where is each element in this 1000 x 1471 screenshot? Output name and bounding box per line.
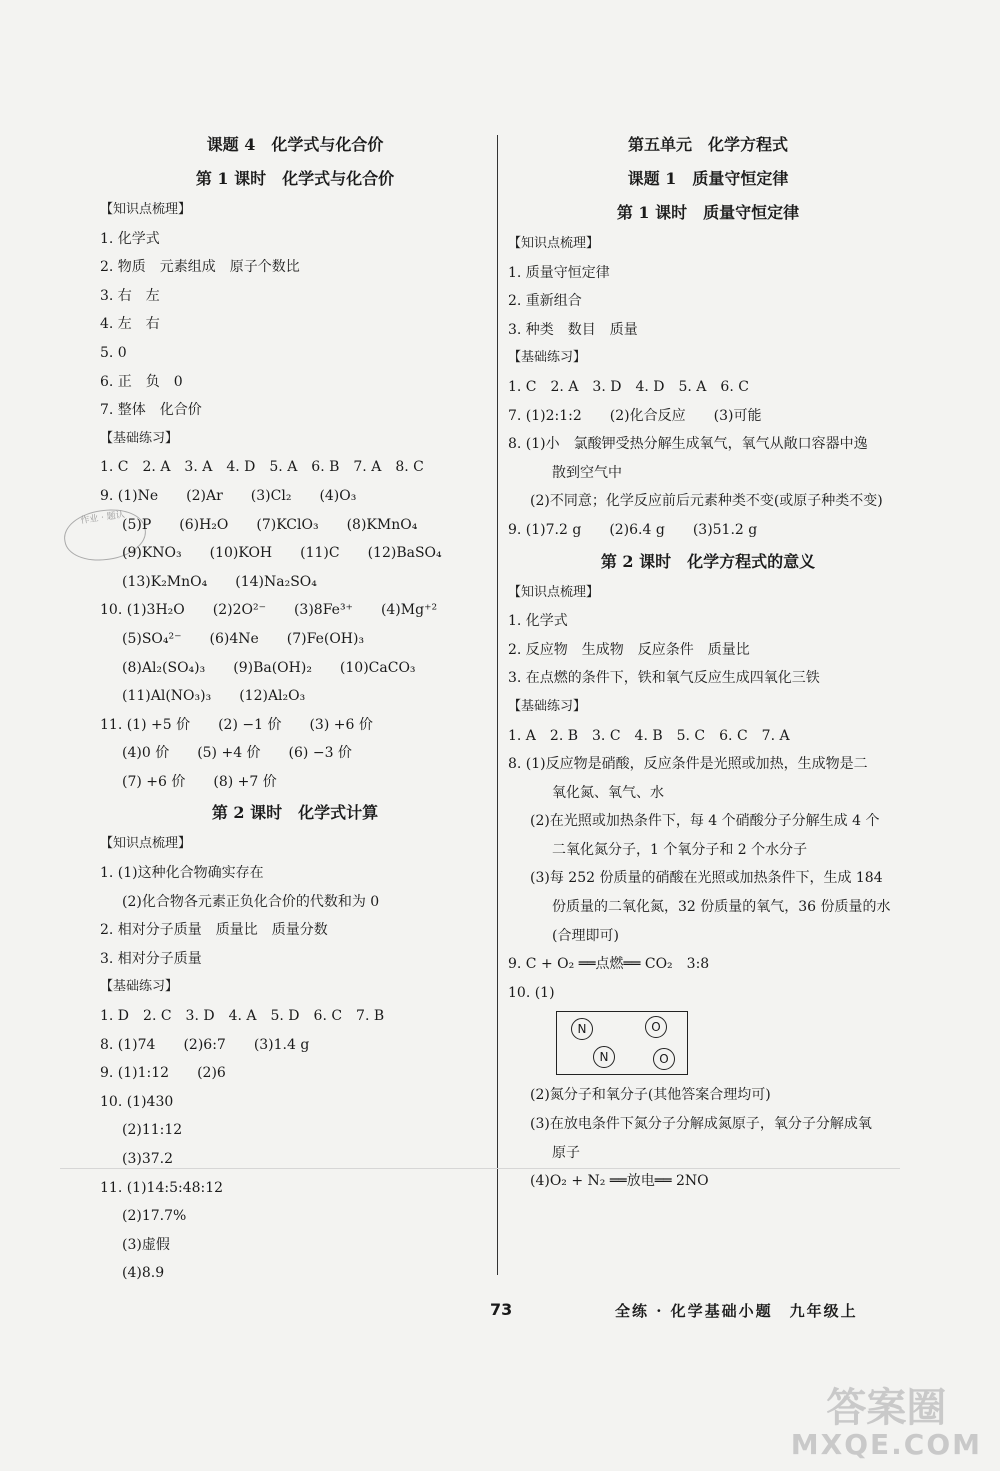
molecule-diagram: [556, 1011, 688, 1075]
lesson-title: 课题 1 质量守恒定律: [627, 169, 789, 188]
line: (5)P (6)H₂O (7)KClO₃ (8)KMnO₄: [122, 516, 418, 533]
line: (7) +6 价 (8) +7 价: [122, 773, 277, 790]
line: 二氧化氮分子，1 个氧分子和 2 个水分子: [552, 841, 808, 858]
line: 原子: [552, 1144, 580, 1161]
line: (4)8.9: [122, 1265, 165, 1282]
line: (3)37.2: [122, 1151, 174, 1167]
line: (3)虚假: [122, 1236, 170, 1253]
line: 11. (1)14:5:48:12: [100, 1179, 224, 1196]
line: 氧化氮、氧气、水: [552, 784, 664, 801]
line: (2)氮分子和氧分子(其他答案合理均可): [530, 1087, 771, 1104]
line: (4)O₂ + N₂ ══放电══ 2NO: [530, 1173, 709, 1190]
line: (8)Al₂(SO₄)₃ (9)Ba(OH)₂ (10)CaCO₃: [122, 659, 416, 676]
right-column: [508, 128, 908, 1196]
line: 3. 种类 数目 质量: [508, 321, 638, 338]
line: 【知识点梳理】: [508, 236, 600, 251]
line: 1. 质量守恒定律: [508, 264, 610, 281]
line: 8. (1)小 氯酸钾受热分解生成氧气，氧气从敞口容器中逸: [508, 436, 868, 453]
line: 9. C + O₂ ══点燃══ CO₂ 3:8: [508, 956, 710, 973]
line: (11)Al(NO₃)₃ (12)Al₂O₃: [122, 688, 306, 705]
line: 8. (1)反应物是硝酸，反应条件是光照或加热，生成物是二: [508, 756, 868, 773]
period-title: 第 2 课时 化学式计算: [211, 803, 379, 823]
line: 【知识点梳理】: [100, 202, 192, 217]
line: 1. A 2. B 3. C 4. B 5. C 6. C 7. A: [508, 727, 790, 744]
line: 【基础练习】: [100, 979, 179, 995]
line: (13)K₂MnO₄ (14)Na₂SO₄: [122, 573, 317, 590]
line: 2. 反应物 生成物 反应条件 质量比: [508, 641, 750, 658]
lesson-title: 课题 4 化学式与化合价: [206, 135, 384, 154]
line: 1. D 2. C 3. D 4. A 5. D 6. C 7. B: [100, 1008, 385, 1025]
line: 3. 在点燃的条件下，铁和氧气反应生成四氧化三铁: [508, 670, 820, 687]
line: (2)11:12: [122, 1122, 183, 1139]
line: 10. (1)430: [100, 1093, 174, 1110]
line: 1. 化学式: [100, 230, 160, 247]
line: 1. 化学式: [508, 613, 568, 630]
line: 8. (1)74 (2)6:7 (3)1.4 g: [100, 1036, 310, 1053]
line: (5)SO₄²⁻ (6)4Ne (7)Fe(OH)₃: [122, 630, 365, 647]
line: 【知识点梳理】: [100, 836, 192, 852]
line: 9. (1)7.2 g (2)6.4 g (3)51.2 g: [508, 521, 758, 538]
atom-n: N: [593, 1046, 615, 1068]
period-title: 第 1 课时 化学式与化合价: [195, 169, 395, 188]
line: 10. (1): [508, 984, 555, 1001]
watermark-main: 答案圈: [826, 1385, 947, 1432]
watermark-url: MXQE.COM: [790, 1428, 982, 1462]
line: (2)17.7%: [122, 1208, 187, 1225]
page-number: 73: [490, 1300, 513, 1319]
line: (4)0 价 (5) +4 价 (6) −3 价: [122, 745, 352, 762]
line: (合理即可): [552, 927, 619, 944]
stamp: 作业 · 题认: [61, 505, 149, 566]
line: 2. 物质 元素组成 原子个数比: [100, 259, 300, 276]
line: (3)在放电条件下氮分子分解成氮原子，氧分子分解成氧: [530, 1116, 872, 1133]
period-title: 第 1 课时 质量守恒定律: [616, 203, 800, 222]
atom-n: N: [571, 1018, 593, 1040]
line: 【知识点梳理】: [508, 584, 600, 600]
line: 份质量的二氧化氮，32 份质量的氧气，36 份质量的水: [552, 899, 891, 916]
period-title: 第 2 课时 化学方程式的意义: [600, 551, 816, 571]
line: (9)KNO₃ (10)KOH (11)C (12)BaSO₄: [122, 545, 442, 562]
line: 【基础练习】: [508, 350, 587, 366]
watermark: [791, 1386, 982, 1461]
line: 1. C 2. A 3. A 4. D 5. A 6. B 7. A 8. C: [100, 459, 424, 476]
page-footer: [0, 1300, 1000, 1330]
line: 6. 正 负 0: [100, 373, 183, 390]
unit-title: 第五单元 化学方程式: [627, 135, 788, 154]
line: 9. (1)Ne (2)Ar (3)Cl₂ (4)O₃: [100, 487, 357, 504]
line: 散到空气中: [552, 464, 622, 481]
line: 2. 相对分子质量 质量比 质量分数: [100, 922, 328, 939]
line: (2)在光照或加热条件下，每 4 个硝酸分子分解生成 4 个: [530, 813, 880, 830]
line: 3. 相对分子质量: [100, 950, 202, 967]
line: 7. 整体 化合价: [100, 402, 202, 419]
atom-o: O: [645, 1016, 667, 1038]
atom-o: O: [653, 1048, 675, 1070]
book-title: 全练 · 化学基础小题 九年级上: [615, 1302, 858, 1320]
line: 【基础练习】: [508, 698, 587, 714]
line: (3)每 252 份质量的硝酸在光照或加热条件下，生成 184: [530, 870, 883, 887]
line: 7. (1)2:1:2 (2)化合反应 (3)可能: [508, 407, 762, 424]
line: 9. (1)1:12 (2)6: [100, 1065, 226, 1082]
line: 3. 右 左: [100, 287, 160, 304]
line: 10. (1)3H₂O (2)2O²⁻ (3)8Fe³⁺ (4)Mg⁺²: [100, 602, 438, 619]
line: (2)化合物各元素正负化合价的代数和为 0: [122, 893, 380, 910]
line: 4. 左 右: [100, 316, 160, 333]
line: (2)不同意；化学反应前后元素种类不变(或原子种类不变): [530, 493, 883, 510]
line: 11. (1) +5 价 (2) −1 价 (3) +6 价: [100, 716, 373, 733]
line: 2. 重新组合: [508, 293, 582, 310]
line: 1. (1)这种化合物确实存在: [100, 865, 264, 882]
line: 5. 0: [100, 344, 127, 361]
column-divider: [497, 135, 498, 1275]
left-column: [100, 128, 490, 1288]
line: 【基础练习】: [100, 430, 179, 446]
line: 1. C 2. A 3. D 4. D 5. A 6. C: [508, 378, 749, 395]
